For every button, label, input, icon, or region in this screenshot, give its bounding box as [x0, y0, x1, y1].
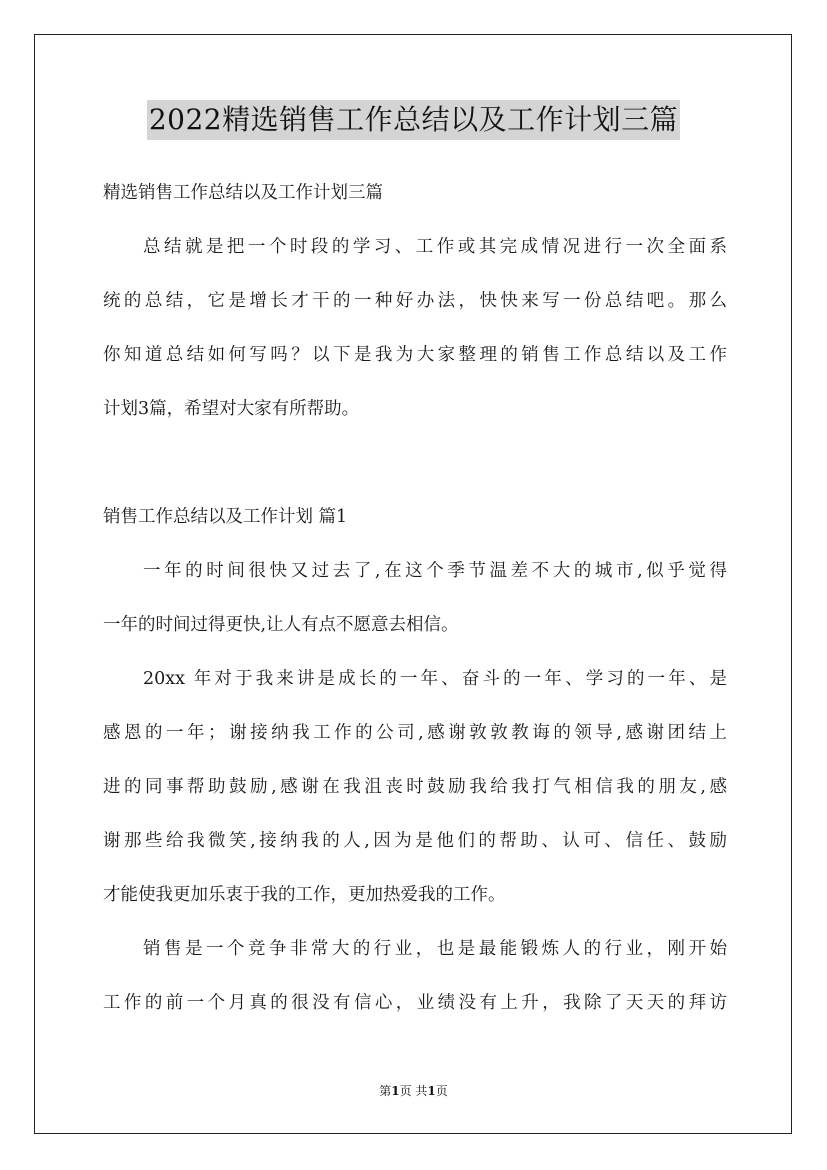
paragraph-line: 进的同事帮助鼓励,感谢在我沮丧时鼓励我给我打气相信我的朋友,感 [103, 777, 727, 797]
paragraph-line: 谢那些给我微笑,接纳我的人,因为是他们的帮助、认可、信任、鼓励 [103, 831, 727, 851]
intro-line: 计划3篇，希望对大家有所帮助。 [103, 399, 360, 419]
intro-line: 总结就是把一个时段的学习、工作或其完成情况进行一次全面系 [143, 237, 727, 257]
footer-prefix: 第 [379, 1084, 392, 1098]
paragraph-line: 一年的时间过得更快,让人有点不愿意去相信。 [103, 615, 459, 635]
paragraph-line: 一年的时间很快又过去了,在这个季节温差不大的城市,似乎觉得 [143, 561, 727, 581]
title-block [0, 100, 827, 140]
section-heading: 销售工作总结以及工作计划 篇1 [103, 507, 348, 527]
paragraph-line: 才能使我更加乐衷于我的工作，更加热爱我的工作。 [103, 885, 506, 905]
intro-line: 统的总结，它是增长才干的一种好办法，快快来写一份总结吧。那么 [103, 291, 727, 311]
intro-line: 你知道总结如何写吗？以下是我为大家整理的销售工作总结以及工作 [103, 345, 727, 365]
paragraph-line: 工作的前一个月真的很没有信心，业绩没有上升，我除了天天的拜访 [103, 993, 727, 1013]
page-footer [0, 1083, 827, 1099]
paragraph-line: 感恩的一年；谢接纳我工作的公司,感谢敦敦教诲的领导,感谢团结上 [103, 723, 727, 743]
footer-suffix: 页 [435, 1084, 448, 1098]
document-subtitle: 精选销售工作总结以及工作计划三篇 [103, 183, 383, 203]
document-title: 2022精选销售工作总结以及工作计划三篇 [147, 100, 680, 140]
footer-page-number: 1 [391, 1084, 400, 1098]
footer-mid: 页 共 [399, 1084, 428, 1098]
paragraph-line: 销售是一个竞争非常大的行业，也是最能锻炼人的行业，刚开始 [143, 939, 727, 959]
footer-page-total: 1 [427, 1084, 436, 1098]
paragraph-line: 20xx 年对于我来讲是成长的一年、奋斗的一年、学习的一年、是 [143, 669, 727, 689]
